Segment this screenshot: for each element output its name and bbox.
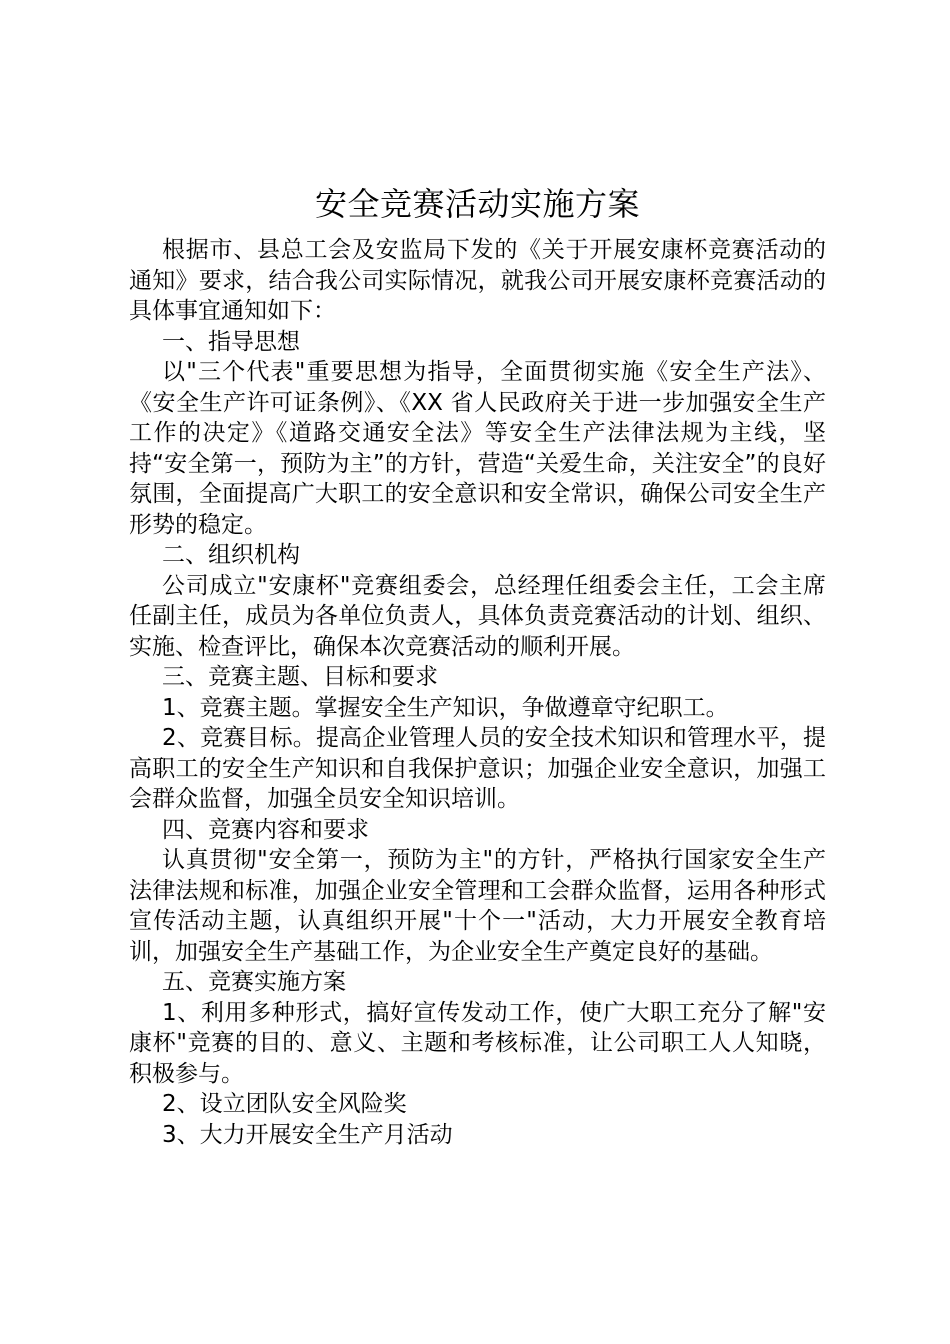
document-page [129,181,826,1150]
section-heading-implementation: 五、竞赛实施方案 [162,969,346,995]
theme-paragraph: 1、竞赛主题。掌握安全生产知识，争做遵章守纪职工。 [162,694,729,721]
goals-paragraph: 2、竞赛目标。提高企业管理人员的安全技术知识和管理水平，提高职工的安全生产知识和自我保护意识；加强企业安全意识，加强工会群众监督，加强全员安全知识培训。 [129,725,826,812]
intro-paragraph: 根据市、县总工会及安监局下发的《关于开展安康杯竞赛活动的通知》要求，结合我公司实际情况，就我公司开展安康杯竞赛活动的具体事宜通知如下： [129,237,826,324]
document-title: 安全竞赛活动实施方案 [314,185,640,223]
organization-paragraph: 公司成立"安康杯"竞赛组委会，总经理任组委会主任，工会主席任副主任，成员为各单位负责人，具体负责竞赛活动的计划、组织、实施、检查评比，确保本次竞赛活动的顺利开展。 [129,572,826,660]
content-requirements-paragraph: 认真贯彻"安全第一，预防为主"的方针，严格执行国家安全生产法律法规和标准，加强企业安全管理和工会群众监督，运用各种形式宣传活动主题，认真组织开展"十个一"活动，大力开展安全教育培训，加强安全生产基础工作，为企业安全生产奠定良好的基础。 [129,847,826,965]
section-heading-content-requirements: 四、竞赛内容和要求 [162,816,369,843]
section-heading-guiding-ideology: 一、指导思想 [162,328,300,355]
implementation-item-3: 3、大力开展安全生产月活动 [162,1121,453,1148]
implementation-item-2: 2、设立团队安全风险奖 [162,1091,407,1117]
section-heading-organization: 二、组织机构 [162,542,300,568]
section-heading-theme-goals: 三、竞赛主题、目标和要求 [162,664,438,690]
implementation-item-1: 1、利用多种形式，搞好宣传发动工作，使广大职工充分了解"安康杯"竞赛的目的、意义、主题和考核标准，让公司职工人人知晓，积极参与。 [129,999,826,1087]
guiding-ideology-paragraph: 以"三个代表"重要思想为指导，全面贯彻实施《安全生产法》、《安全生产许可证条例》、《XX 省人民政府关于进一步加强安全生产工作的决定》《道路交通安全法》等安全生产法律法规为主线，坚持“安全第一，预防为主”的方针，营造“关爱生命，关注安全”的良好氛围，全面提高广大职工的安全意识和安全常识，确保公司安全生产形势的稳定。 [129,359,826,538]
